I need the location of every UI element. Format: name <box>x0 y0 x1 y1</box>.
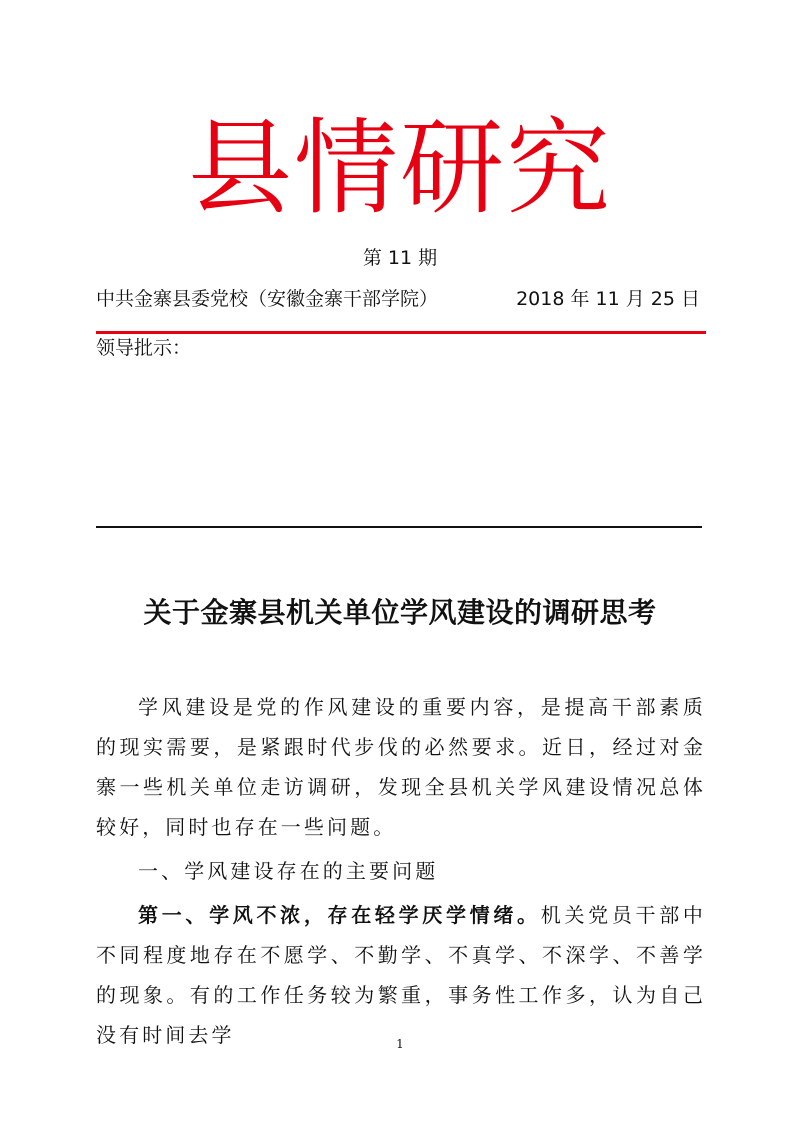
intro-paragraph: 学风建设是党的作风建设的重要内容，是提高干部素质的现实需要，是紧跟时代步伐的必然要求。近日，经过对金寨一些机关单位走访调研，发现全县机关学风建设情况总体较好，同时也存在一些问题。 <box>96 695 706 839</box>
point-lead: 第一、学风不浓，存在轻学厌学情绪。 <box>138 903 541 927</box>
black-divider <box>96 526 702 528</box>
point-paragraph <box>96 895 706 1055</box>
page-number: 1 <box>396 1037 404 1051</box>
article-title: 关于金寨县机关单位学风建设的调研思考 <box>143 596 657 629</box>
section-heading: 一、学风建设存在的主要问题 <box>138 859 439 883</box>
point-text: 机关党员干部中不同程度地存在不愿学、不勤学、不真学、不深学、不善学的现象。有的工作任务较为繁重，事务性工作多，认为自己没有时间去学 <box>96 903 706 1047</box>
approval-label: 领导批示： <box>96 337 192 359</box>
publisher-organization: 中共金寨县委党校（安徽金寨干部学院） <box>96 288 439 310</box>
masthead-title: 县情研究 <box>187 107 612 229</box>
issue-number: 第 11 期 <box>362 247 438 269</box>
publication-date: 2018 年 11 月 25 日 <box>516 288 700 310</box>
article-body <box>96 687 706 1055</box>
red-divider <box>96 331 706 334</box>
